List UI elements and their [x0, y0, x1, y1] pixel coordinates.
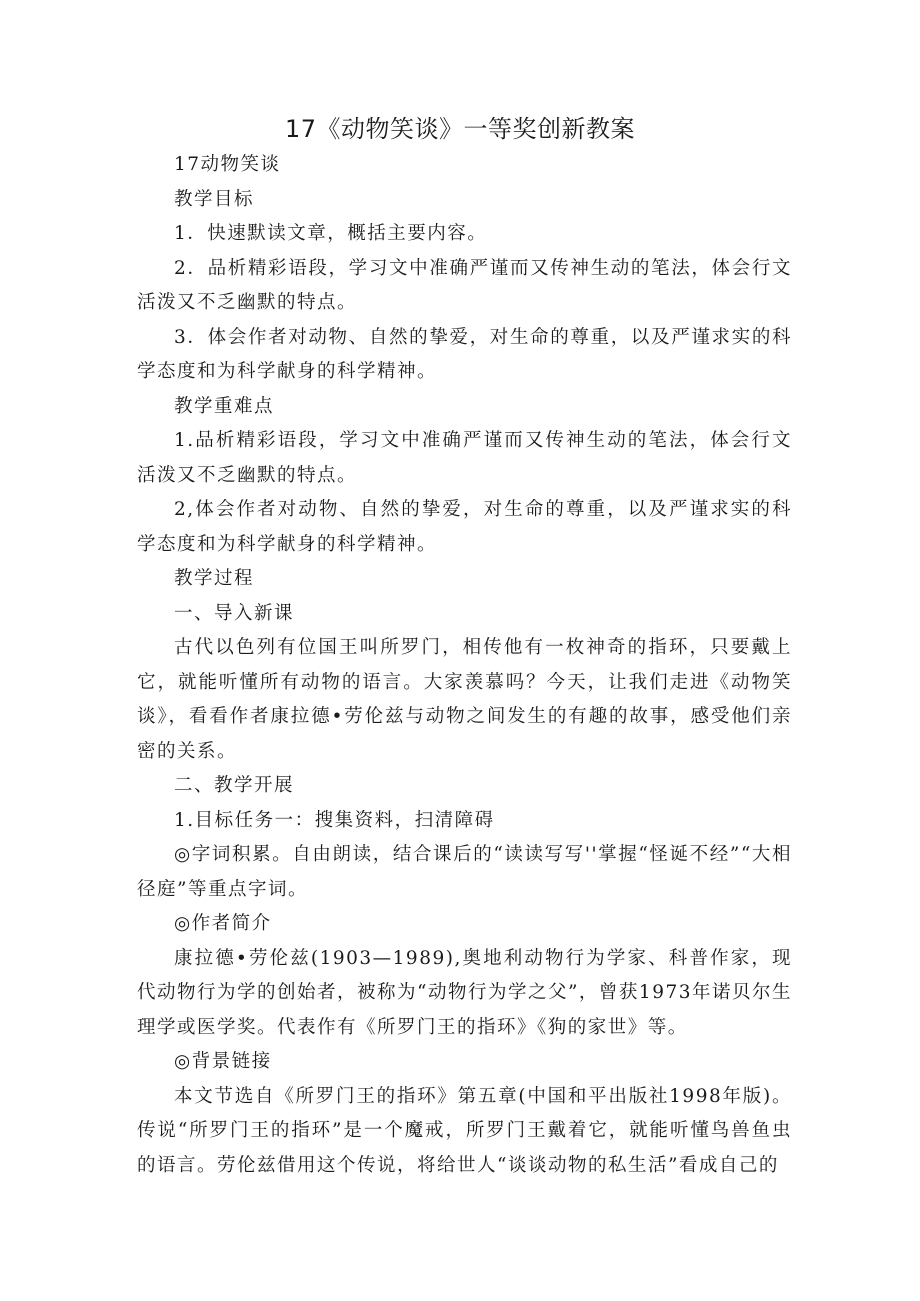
paragraph-key-points-heading: 教学重难点	[174, 395, 275, 417]
paragraph-section-intro-heading: 一、导入新课	[174, 602, 295, 624]
paragraph-goal-1: 1．快速默读文章，概括主要内容。	[174, 223, 488, 244]
paragraph-section-teaching-heading: 二、教学开展	[174, 775, 295, 796]
paragraph-lesson-heading: 17动物笑谈	[174, 154, 281, 175]
paragraph-goals-heading: 教学目标	[174, 188, 255, 210]
paragraph-process-heading: 教学过程	[174, 568, 255, 589]
paragraph-goal-2: 2．品析精彩语段，学习文中准确严谨而又传神生动的笔法，体会行文活泼又不乏幽默的特点。	[137, 257, 792, 313]
paragraph-background-text: 本文节选自《所罗门王的指环》第五章(中国和平出版社1998年版)。传说“所罗门王的指环”是一个魔戒，所罗门王戴着它，就能听懂鸟兽鱼虫的语言。劳伦兹借用这个传说，将给世人“谈谈动物的私生活”看成自己的	[137, 1085, 792, 1176]
paragraph-vocabulary: ◎字词积累。自由朗读，结合课后的“读读写写''掌握“怪诞不经”“大相径庭”等重点字词。	[137, 844, 792, 900]
paragraph-key-point-1: 1.品析精彩语段，学习文中准确严谨而又传神生动的笔法，体会行文活泼又不乏幽默的特点。	[137, 430, 792, 486]
paragraph-author-text: 康拉德•劳伦兹(1903—1989),奥地利动物行为学家、科普作家，现代动物行为学的创始者，被称为“动物行为学之父”，曾获1973年诺贝尔生理学或医学奖。代表作有《所罗门王的指环》《狗的家世》等。	[137, 947, 792, 1038]
document-body	[137, 148, 792, 1183]
paragraph-task-1: 1.目标任务一：搜集资料，扫清障碍	[174, 809, 495, 831]
paragraph-background-heading: ◎背景链接	[174, 1051, 272, 1072]
paragraph-key-point-2: 2,体会作者对动物、自然的挚爱，对生命的尊重，以及严谨求实的科学态度和为科学献身的科学精神。	[137, 499, 792, 555]
document-title: 17《动物笑谈》一等奖创新教案	[284, 115, 636, 143]
paragraph-author-heading: ◎作者简介	[174, 913, 272, 934]
paragraph-goal-3: 3．体会作者对动物、自然的挚爱，对生命的尊重，以及严谨求实的科学态度和为科学献身的科学精神。	[137, 326, 792, 382]
paragraph-intro-text: 古代以色列有位国王叫所罗门，相传他有一枚神奇的指环，只要戴上它，就能听懂所有动物的语言。大家羡慕吗？今天，让我们走进《动物笑谈》，看看作者康拉德•劳伦兹与动物之间发生的有趣的故事，感受他们亲密的关系。	[137, 637, 792, 762]
